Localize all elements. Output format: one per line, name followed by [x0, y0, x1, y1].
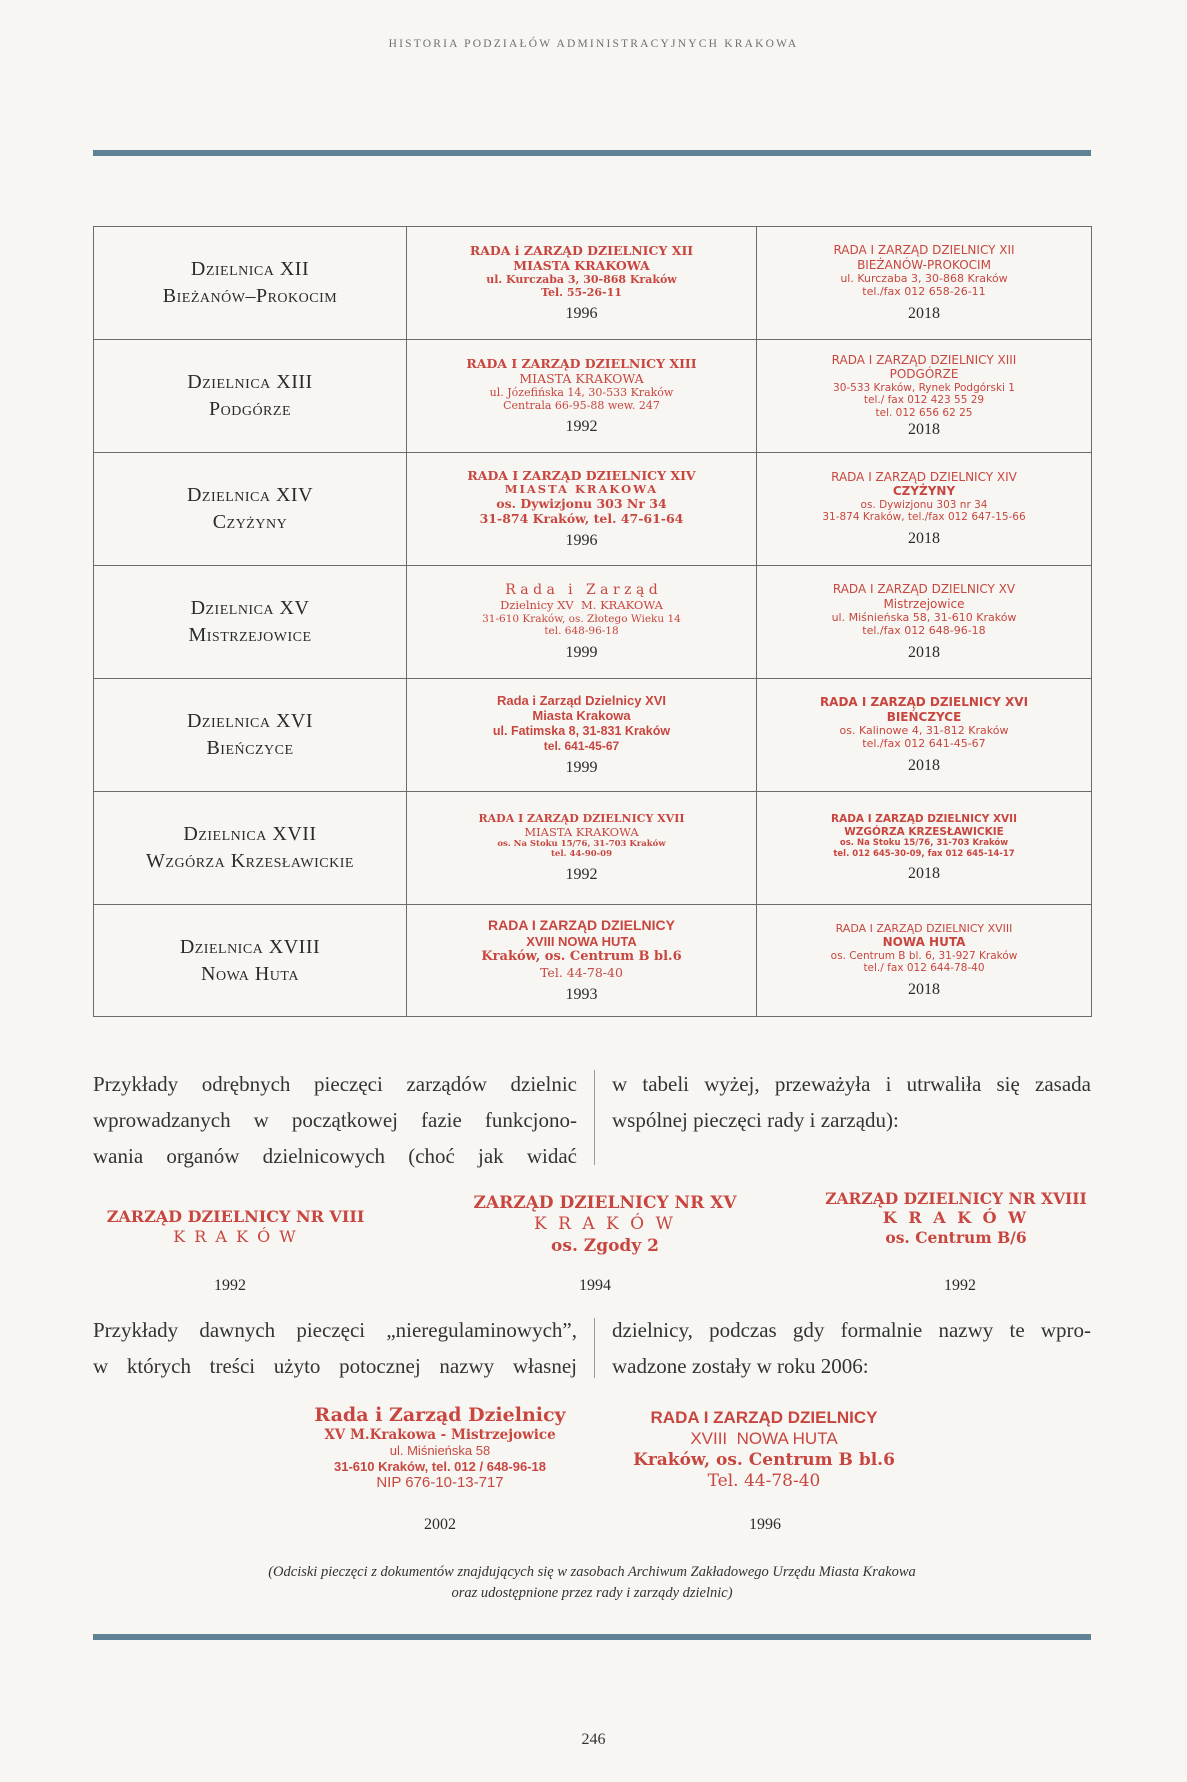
table-row: [94, 792, 1092, 905]
new-stamp-cell: [757, 566, 1092, 679]
column-separator: [594, 1318, 595, 1378]
new-stamp: [757, 695, 1091, 750]
stamp-line: K R A K Ó W: [882, 1208, 1030, 1228]
district-subname: Wzgórza Krzesławickie: [146, 850, 354, 872]
stamp-line: BIEŃCZYCE: [886, 709, 962, 724]
old-stamp-year: 1992: [565, 418, 598, 436]
stamp-line: 31-874 Kraków, tel./fax 012 647-15-66: [822, 511, 1026, 524]
new-stamp: [757, 353, 1091, 420]
new-stamp-year: 2018: [908, 864, 940, 882]
page-number: 246: [581, 1731, 606, 1748]
old-stamp-cell: [407, 679, 757, 792]
informal-stamp-nowa-huta: [604, 1407, 924, 1492]
new-stamp-cell: [757, 679, 1092, 792]
old-stamp: [407, 812, 756, 859]
stamp-line: os. Centrum B bl. 6, 31-927 Kraków: [830, 949, 1018, 962]
table-row: [94, 227, 1092, 340]
stamp-line: tel. 012 645-30-09, fax 012 645-14-17: [833, 848, 1015, 859]
district-name: Dzielnica XIII: [187, 371, 313, 393]
stamp-line: Kraków, os. Centrum B bl.6: [633, 1449, 895, 1470]
stamp-line: R a d a i Z a r z ą d: [505, 582, 658, 599]
district-name-cell: [94, 905, 407, 1017]
stamp-line: tel./fax 012 641-45-67: [862, 737, 986, 751]
text-line: dzielnicy, podczas gdy formalnie nazwy te wpro-: [612, 1318, 1091, 1342]
table-row: [94, 566, 1092, 679]
old-stamp: [407, 693, 756, 754]
stamp-line: MIASTA KRAKOWA: [504, 481, 659, 496]
stamp-line: os. Dywizjonu 303 nr 34: [860, 498, 988, 511]
stamp-line: MIASTA KRAKOWA: [524, 824, 639, 839]
new-stamp-year: 2018: [908, 529, 940, 547]
stamp-table: [93, 226, 1092, 1017]
new-stamp: [757, 582, 1091, 637]
district-name-cell: [94, 227, 407, 340]
district-name-cell: [94, 453, 407, 566]
district-name: Dzielnica XV: [190, 597, 310, 619]
stamp-line: Tel. 44-78-40: [707, 1470, 821, 1491]
old-stamp-year: 1996: [565, 305, 598, 323]
old-stamp: [407, 243, 756, 299]
column-separator: [594, 1070, 595, 1165]
stamp-line: WZGÓRZA KRZESŁAWICKIE: [844, 825, 1004, 838]
stamp-line: ul. Miśnieńska 58, 31-610 Kraków: [831, 611, 1017, 625]
stamp-line: RADA I ZARZĄD DZIELNICY XVIII: [835, 922, 1013, 936]
paragraph-2-left: [93, 1312, 577, 1384]
stamp-line: BIEŻANÓW-PROKOCIM: [857, 257, 991, 272]
stamp-line: ul. Józefińska 14, 30-533 Kraków: [489, 385, 674, 399]
old-stamp-year: 1993: [565, 985, 598, 1003]
stamp-line: ul. Miśnieńska 58: [389, 1442, 491, 1458]
stamp-line: RADA I ZARZĄD DZIELNICY XIV: [831, 470, 1017, 485]
text-line: w których treści użyto potocznej nazwy własnej: [93, 1354, 577, 1378]
stamp-line: RADA I ZARZĄD DZIELNICY XII: [833, 243, 1015, 258]
stamp-line: RADA I ZARZĄD DZIELNICY: [650, 1408, 878, 1427]
paragraph-1-right: [612, 1066, 1091, 1138]
stamp-line: PODGÓRZE: [889, 367, 959, 382]
stamp-line: 31-874 Kraków, tel. 47-61-64: [479, 511, 684, 527]
stamp-line: RADA I ZARZĄD DZIELNICY: [488, 917, 675, 933]
district-subname: Mistrzejowice: [188, 624, 312, 646]
separate-stamp-year: 1994: [579, 1277, 611, 1294]
new-stamp-cell: [757, 453, 1092, 566]
stamp-line: ul. Fatimska 8, 31-831 Kraków: [492, 723, 671, 738]
old-stamp: [407, 356, 756, 412]
stamp-line: Kraków, os. Centrum B bl.6: [481, 949, 682, 965]
text-line: Przykłady dawnych pieczęci „nieregulaminowych”,: [93, 1318, 577, 1342]
new-stamp-year: 2018: [908, 980, 940, 998]
stamp-line: 30-533 Kraków, Rynek Podgórski 1: [833, 381, 1015, 394]
stamp-line: tel. 648-96-18: [544, 625, 619, 638]
image-caption: [93, 1562, 1091, 1604]
stamp-line: tel. 641-45-67: [543, 738, 620, 753]
stamp-line: os. Zgody 2: [551, 1235, 659, 1256]
stamp-line: XVIII NOWA HUTA: [526, 933, 637, 949]
stamp-line: ZARZĄD DZIELNICY NR XV: [473, 1193, 737, 1213]
stamp-line: ul. Kurczaba 3, 30-868 Kraków: [486, 272, 677, 286]
new-stamp-year: 2018: [908, 304, 940, 322]
informal-stamp-mistrzejowice: [290, 1404, 590, 1492]
district-name-cell: [94, 566, 407, 679]
old-stamp: [407, 582, 756, 638]
old-stamp-year: 1999: [565, 759, 598, 777]
top-rule: [93, 150, 1091, 156]
stamp-line: XV M.Krakowa - Mistrzejowice: [324, 1426, 556, 1443]
stamp-line: 31-610 Kraków, os. Złotego Wieku 14: [482, 612, 681, 625]
district-name: Dzielnica XII: [190, 258, 310, 280]
new-stamp-cell: [757, 227, 1092, 340]
text-line: wania organów dzielnicowych (choć jak widać: [93, 1144, 577, 1168]
stamp-line: Tel. 55-26-11: [541, 286, 622, 299]
table-row: [94, 453, 1092, 566]
old-stamp-cell: [407, 453, 757, 566]
informal-stamp-year: 1996: [749, 1516, 781, 1533]
old-stamp-cell: [407, 566, 757, 679]
stamp-line: Rada i Zarząd Dzielnicy: [314, 1404, 566, 1426]
stamp-line: os. Na Stoku 15/76, 31-703 Kraków: [839, 838, 1009, 849]
district-subname: Bieńczyce: [206, 737, 294, 759]
district-subname: Czyżyny: [212, 511, 288, 533]
stamp-line: K R A K Ó W: [173, 1227, 298, 1246]
bottom-rule: [93, 1634, 1091, 1640]
stamp-line: Centrala 66-95-88 wew. 247: [503, 399, 660, 412]
stamp-line: Rada i Zarząd Dzielnicy XVI: [496, 692, 667, 708]
separate-stamp-year: 1992: [944, 1277, 976, 1294]
separate-stamp-xv: [455, 1193, 755, 1257]
stamp-line: tel./fax 012 648-96-18: [862, 624, 986, 638]
caption-line: oraz udostępnione przez rady i zarządy dzielnic): [451, 1585, 733, 1601]
stamp-line: RADA I ZARZĄD DZIELNICY XIII: [831, 352, 1017, 367]
new-stamp-cell: [757, 340, 1092, 453]
text-line: wspólnej pieczęci rady i zarządu):: [612, 1108, 899, 1132]
stamp-line: os. Centrum B/6: [885, 1228, 1027, 1248]
stamp-line: K R A K Ó W: [534, 1214, 676, 1235]
text-line: Przykłady odrębnych pieczęci zarządów dzielnic: [93, 1072, 577, 1096]
stamp-line: RADA I ZARZĄD DZIELNICY XVII: [830, 813, 1017, 826]
district-name: Dzielnica XVIII: [179, 935, 321, 958]
new-stamp-cell: [757, 792, 1092, 905]
old-stamp: [407, 468, 756, 527]
district-name: Dzielnica XIV: [186, 484, 314, 506]
informal-stamp-year: 2002: [424, 1516, 456, 1533]
stamp-line: ZARZĄD DZIELNICY NR VIII: [106, 1207, 365, 1226]
new-stamp-cell: [757, 905, 1092, 1017]
stamp-line: Miasta Krakowa: [532, 708, 631, 724]
new-stamp: [757, 922, 1091, 975]
separate-stamp-year: 1992: [214, 1277, 246, 1294]
district-name-cell: [94, 792, 407, 905]
stamp-line: tel. 012 656 62 25: [875, 406, 973, 419]
old-stamp-year: 1999: [565, 643, 598, 661]
separate-stamp-xviii: [816, 1189, 1096, 1248]
district-subname: Bieżanów–Prokocim: [162, 285, 338, 307]
stamp-line: MIASTA KRAKOWA: [519, 370, 644, 386]
running-header: HISTORIA PODZIAŁÓW ADMINISTRACYJNYCH KRAKOWA: [388, 38, 799, 50]
caption-line: (Odciski pieczęci z dokumentów znajdujących się w zasobach Archiwum Zakładowego Urzędu Miasta Krakowa: [268, 1564, 916, 1580]
district-subname: Nowa Huta: [201, 962, 299, 985]
district-name: Dzielnica XVII: [183, 823, 317, 845]
stamp-line: ZARZĄD DZIELNICY NR XVIII: [825, 1189, 1087, 1208]
district-name-cell: [94, 340, 407, 453]
table-row: [94, 679, 1092, 792]
stamp-line: tel./fax 012 658-26-11: [862, 285, 986, 299]
old-stamp-year: 1992: [565, 865, 598, 883]
new-stamp: [757, 470, 1091, 524]
table-row: [94, 905, 1092, 1017]
stamp-line: NIP 676-10-13-717: [376, 1474, 504, 1492]
old-stamp-cell: [407, 340, 757, 453]
stamp-line: NOWA HUTA: [882, 935, 966, 950]
stamp-line: tel./ fax 012 423 55 29: [863, 394, 985, 407]
district-subname: Podgórze: [208, 398, 291, 420]
stamp-line: CZYŻYNY: [892, 484, 956, 499]
stamp-line: Dzielnicy XV M. KRAKOWA: [500, 597, 663, 612]
text-line: wadzone zostały w roku 2006:: [612, 1354, 869, 1378]
text-line: w tabeli wyżej, przeważyła i utrwaliła się zasada: [612, 1072, 1091, 1096]
stamp-line: XVIII NOWA HUTA: [690, 1429, 838, 1449]
stamp-line: tel. 44-90-09: [550, 849, 613, 860]
table-row: [94, 340, 1092, 453]
old-stamp-year: 1996: [565, 532, 598, 550]
stamp-line: RADA I ZARZĄD DZIELNICY XVI: [819, 695, 1029, 710]
stamp-line: Tel. 44-78-40: [540, 964, 623, 980]
new-stamp: [757, 243, 1091, 298]
stamp-line: ul. Kurczaba 3, 30-868 Kraków: [840, 272, 1008, 286]
paragraph-1-left: [93, 1066, 577, 1174]
stamp-line: RADA I ZARZĄD DZIELNICY XV: [832, 582, 1016, 597]
stamp-line: RADA i ZARZĄD DZIELNICY XII: [469, 242, 694, 258]
stamp-line: Mistrzejowice: [883, 596, 965, 611]
new-stamp-year: 2018: [908, 756, 940, 774]
stamp-line: RADA I ZARZĄD DZIELNICY XIV: [467, 467, 696, 483]
paragraph-2-right: [612, 1312, 1091, 1384]
stamp-line: tel./ fax 012 644-78-40: [863, 962, 985, 975]
old-stamp-cell: [407, 905, 757, 1017]
new-stamp-year: 2018: [908, 643, 940, 661]
old-stamp: [407, 917, 756, 980]
stamp-line: os. Kalinowe 4, 31-812 Kraków: [839, 724, 1009, 738]
district-name-cell: [94, 679, 407, 792]
text-line: wprowadzanych w początkowej fazie funkcjono-: [93, 1108, 577, 1132]
new-stamp-year: 2018: [908, 421, 940, 439]
old-stamp-cell: [407, 227, 757, 340]
old-stamp-cell: [407, 792, 757, 905]
new-stamp: [757, 813, 1091, 859]
separate-stamp-viii: [93, 1207, 378, 1247]
stamp-line: 31-610 Kraków, tel. 012 / 648-96-18: [334, 1458, 546, 1474]
stamp-line: MIASTA KRAKOWA: [513, 257, 650, 273]
stamp-line: os. Dywizjonu 303 Nr 34: [496, 496, 667, 512]
stamp-line: os. Na Stoku 15/76, 31-703 Kraków: [497, 839, 666, 850]
stamp-line: RADA I ZARZĄD DZIELNICY XIII: [466, 355, 697, 371]
stamp-line: RADA I ZARZĄD DZIELNICY XVII: [478, 812, 685, 826]
district-name: Dzielnica XVI: [186, 710, 314, 732]
